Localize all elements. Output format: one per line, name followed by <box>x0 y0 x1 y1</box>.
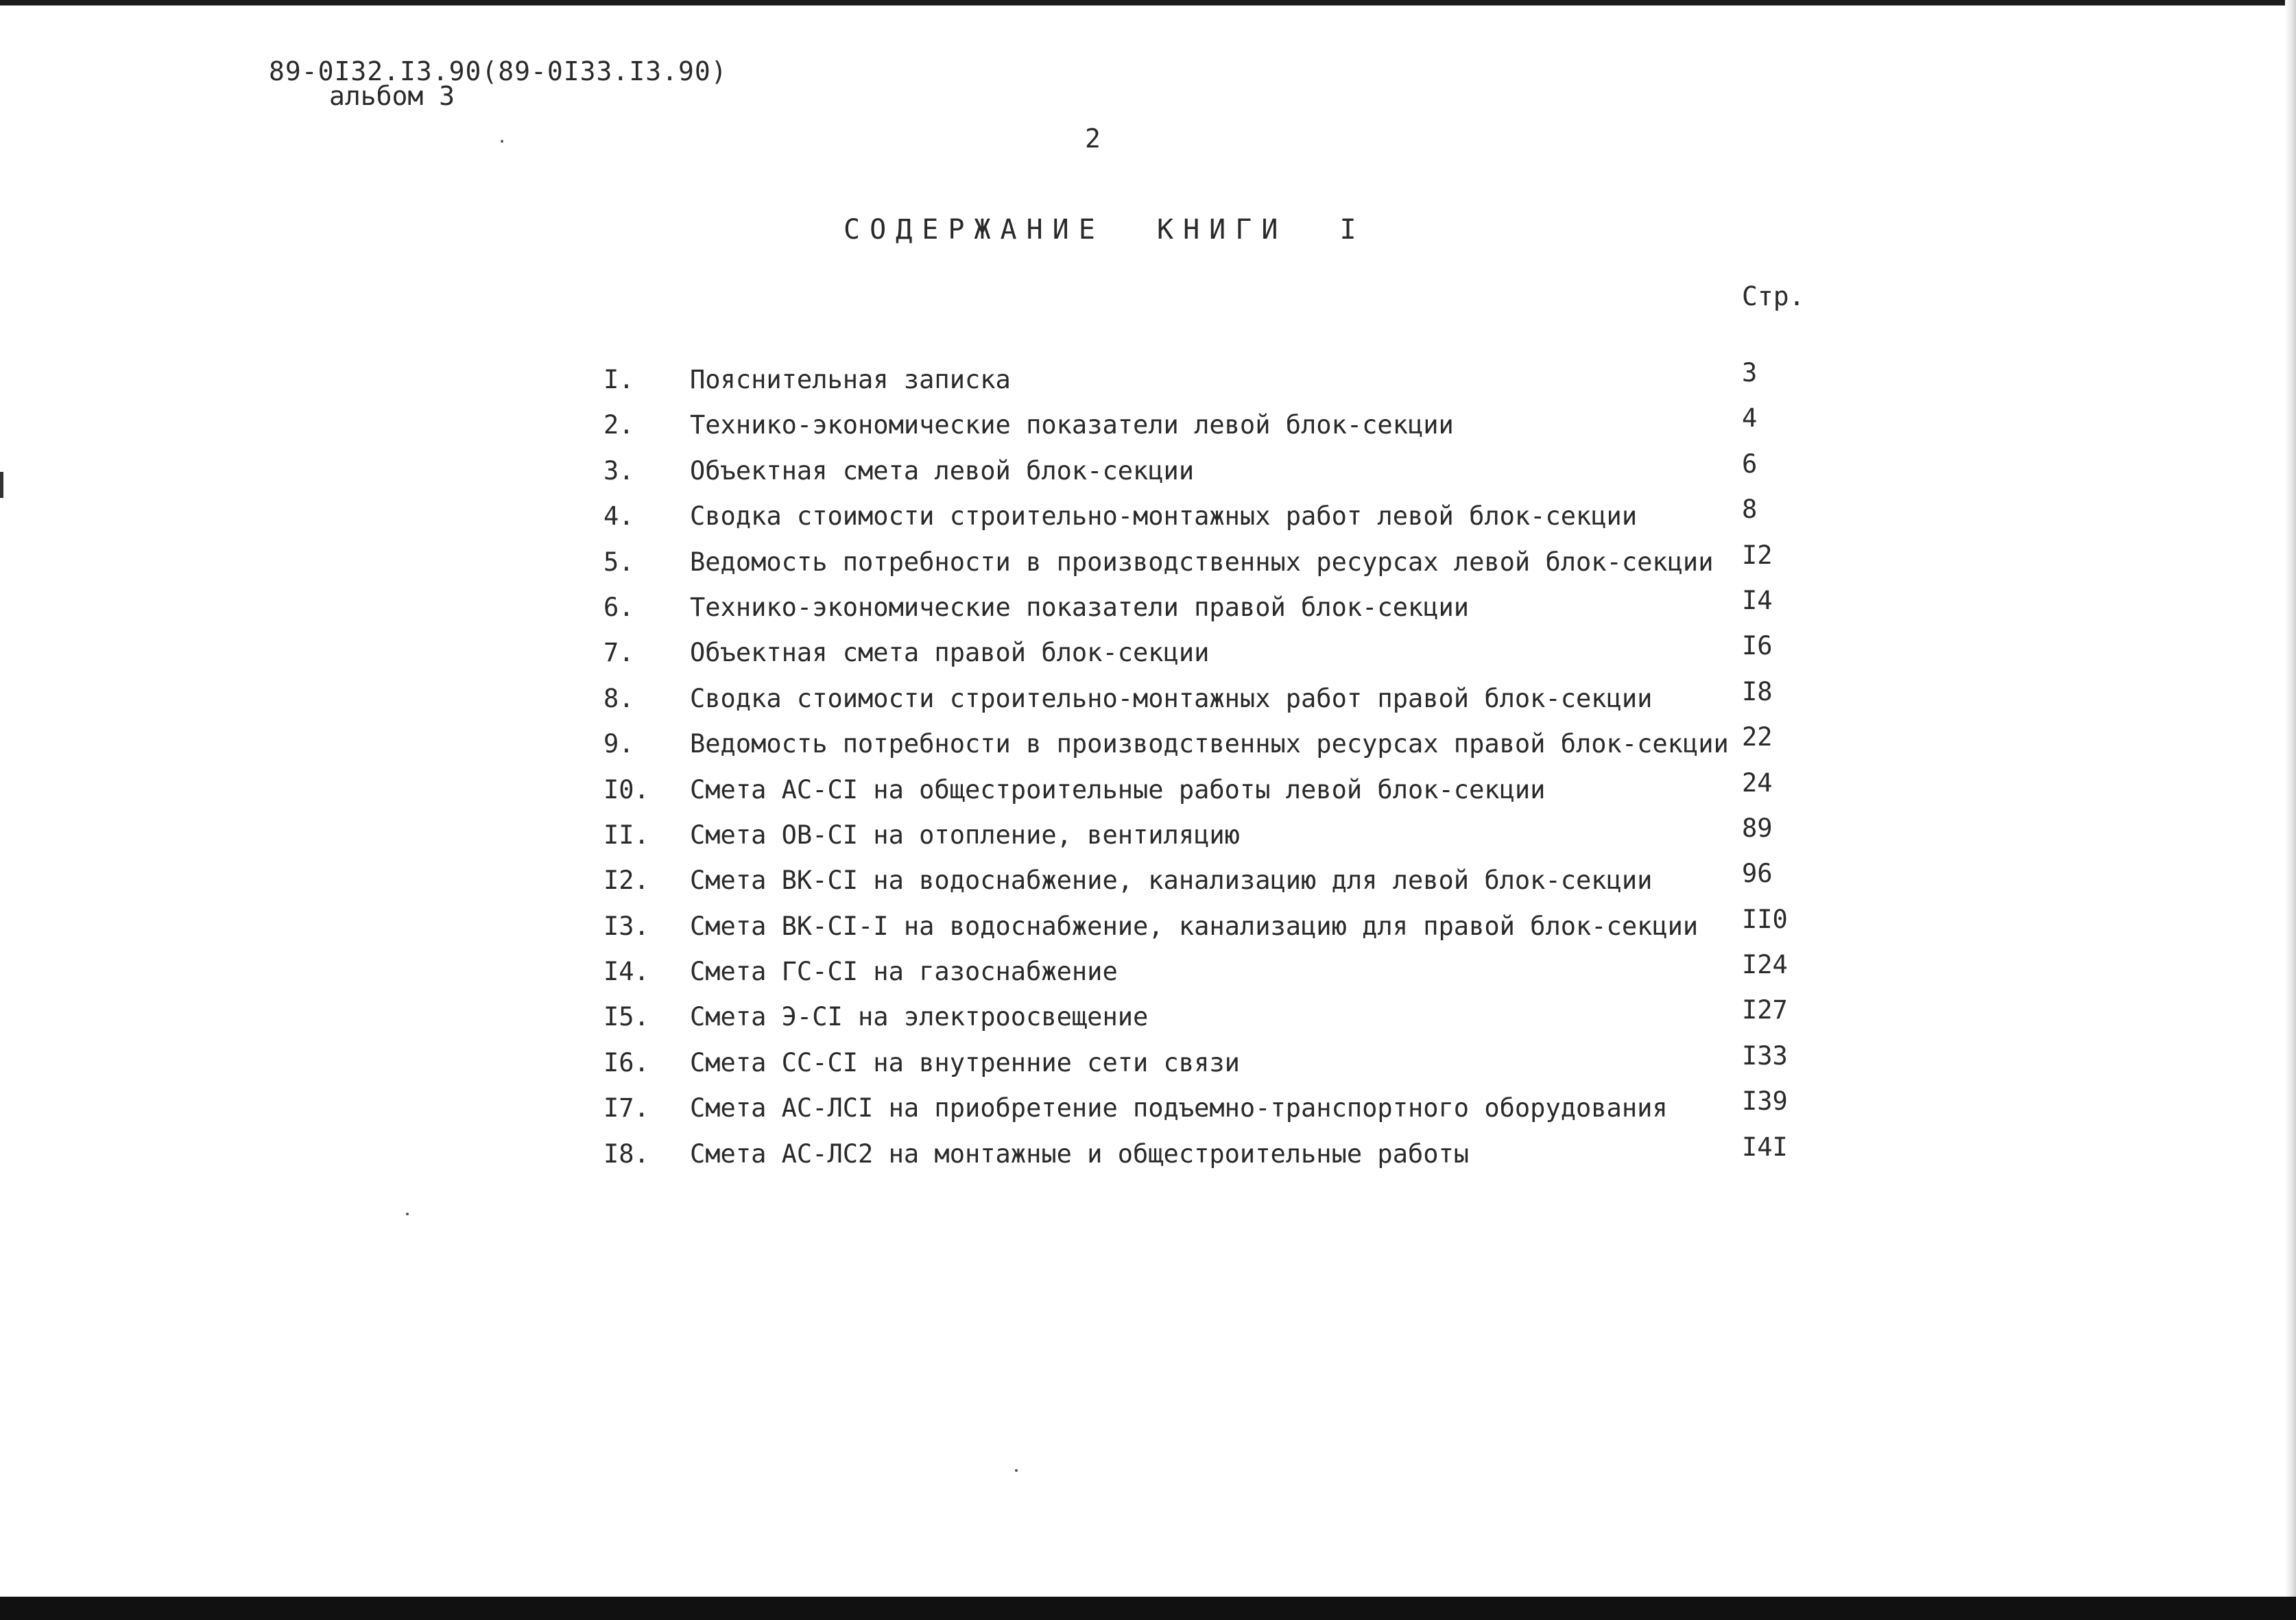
toc-entry-title: Ведомость потребности в производственных ресурсах левой блок-секции <box>690 547 1714 577</box>
toc-entry-page: I39 <box>1742 1086 1788 1117</box>
toc-entry <box>603 904 1810 957</box>
toc-entry <box>603 403 1810 455</box>
toc-entry-number: 9. <box>603 729 634 759</box>
toc-entry <box>603 767 1810 820</box>
toc-entry-number: 4. <box>603 501 634 532</box>
toc-entry-page: I4I <box>1742 1132 1788 1162</box>
toc-entry-number: II. <box>603 820 649 850</box>
toc-entry <box>603 358 1810 410</box>
toc-entry <box>603 995 1810 1047</box>
toc-entry-title: Сводка стоимости строительно-монтажных работ правой блок-секции <box>690 683 1653 713</box>
toc-entry-number: 5. <box>603 547 634 577</box>
toc-entry-title: Смета СС-СI на внутренние сети связи <box>690 1047 1240 1077</box>
toc-entry-title: Объектная смета левой блок-секции <box>690 455 1195 486</box>
toc-entry-page: I2 <box>1742 540 1773 570</box>
page-number: 2 <box>1085 123 1101 154</box>
toc-entry-title: Пояснительная записка <box>690 365 1011 394</box>
table-of-contents <box>603 358 1810 1184</box>
scan-speck <box>501 140 503 143</box>
document-code: 89-0I32.I3.90(89-0I33.I3.90) <box>269 56 728 86</box>
scan-speck <box>406 1213 409 1215</box>
toc-entry <box>603 950 1810 1002</box>
toc-entry <box>603 1086 1810 1139</box>
toc-entry-page: 89 <box>1742 813 1773 843</box>
toc-entry-title: Смета ВК-СI на водоснабжение, канализацию для левой блок-секции <box>690 866 1653 896</box>
toc-entry <box>603 813 1810 866</box>
toc-entry-number: I2. <box>603 866 649 896</box>
toc-entry <box>603 631 1810 683</box>
toc-entry-page: I33 <box>1742 1040 1788 1071</box>
toc-entry <box>603 859 1810 911</box>
toc-entry-page: 8 <box>1742 495 1758 525</box>
toc-entry-title: Смета ГС-СI на газоснабжение <box>690 957 1118 987</box>
toc-entry-title: Технико-экономические показатели левой блок-секции <box>690 410 1454 440</box>
toc-entry-page: 3 <box>1742 358 1758 388</box>
toc-entry-title: Смета ВК-СI-I на водоснабжение, канализацию для правой блок-секции <box>690 911 1699 941</box>
toc-entry-number: I5. <box>603 1002 649 1032</box>
toc-entry <box>603 676 1810 729</box>
toc-entry-page: 22 <box>1742 722 1773 752</box>
toc-entry <box>603 495 1810 547</box>
scan-bottom-edge <box>0 1597 2296 1620</box>
toc-entry-page: 96 <box>1742 859 1773 889</box>
toc-entry <box>603 540 1810 593</box>
toc-entry-number: I. <box>603 365 634 394</box>
toc-entry-number: 7. <box>603 638 634 668</box>
toc-entry-title: Объектная смета правой блок-секции <box>690 638 1210 668</box>
scan-right-edge <box>2285 0 2296 1620</box>
toc-entry-title: Технико-экономические показатели правой блок-секции <box>690 592 1470 622</box>
toc-entry-page: I8 <box>1742 676 1773 706</box>
toc-entry-number: 2. <box>603 410 634 440</box>
toc-entry-number: I0. <box>603 774 649 805</box>
toc-entry-number: I6. <box>603 1047 649 1077</box>
toc-entry-page: I6 <box>1742 631 1773 661</box>
toc-entry-number: I7. <box>603 1093 649 1123</box>
toc-entry-title: Ведомость потребности в производственных ресурсах правой блок-секции <box>690 729 1729 759</box>
toc-entry-page: I24 <box>1742 950 1788 980</box>
binder-hole-mark <box>0 472 3 498</box>
toc-entry-title: Смета АС-ЛСI на приобретение подъемно-транспортного оборудования <box>690 1093 1668 1123</box>
toc-entry <box>603 449 1810 501</box>
toc-entry-title: Смета ОВ-СI на отопление, вентиляцию <box>690 820 1240 850</box>
album-label: альбом 3 <box>329 81 455 111</box>
toc-entry-number: I4. <box>603 957 649 987</box>
toc-entry-page: 6 <box>1742 449 1758 479</box>
toc-entry-number: 8. <box>603 683 634 713</box>
toc-entry-title: Смета АС-ЛС2 на монтажные и общестроительные работы <box>690 1139 1470 1169</box>
scan-top-edge <box>0 0 2296 5</box>
toc-entry-title: Смета АС-СI на общестроительные работы левой блок-секции <box>690 774 1546 805</box>
toc-entry-number: I3. <box>603 911 649 941</box>
toc-entry <box>603 1132 1810 1184</box>
toc-entry-number: I8. <box>603 1139 649 1169</box>
toc-entry-title: Сводка стоимости строительно-монтажных работ левой блок-секции <box>690 501 1638 532</box>
toc-entry-page: I4 <box>1742 585 1773 615</box>
toc-entry <box>603 1040 1810 1093</box>
toc-entry-page: I27 <box>1742 995 1788 1025</box>
toc-entry-page: II0 <box>1742 904 1788 934</box>
toc-entry <box>603 585 1810 638</box>
toc-entry <box>603 722 1810 774</box>
toc-entry-page: 4 <box>1742 403 1758 433</box>
toc-entry-number: 3. <box>603 455 634 486</box>
page-column-header: Стр. <box>1742 281 1805 311</box>
toc-entry-title: Смета Э-СI на электроосвещение <box>690 1002 1149 1032</box>
toc-title: СОДЕРЖАНИЕ КНИГИ I <box>844 214 1366 246</box>
toc-entry-page: 24 <box>1742 767 1773 798</box>
scan-speck <box>1015 1469 1018 1472</box>
toc-entry-number: 6. <box>603 592 634 622</box>
